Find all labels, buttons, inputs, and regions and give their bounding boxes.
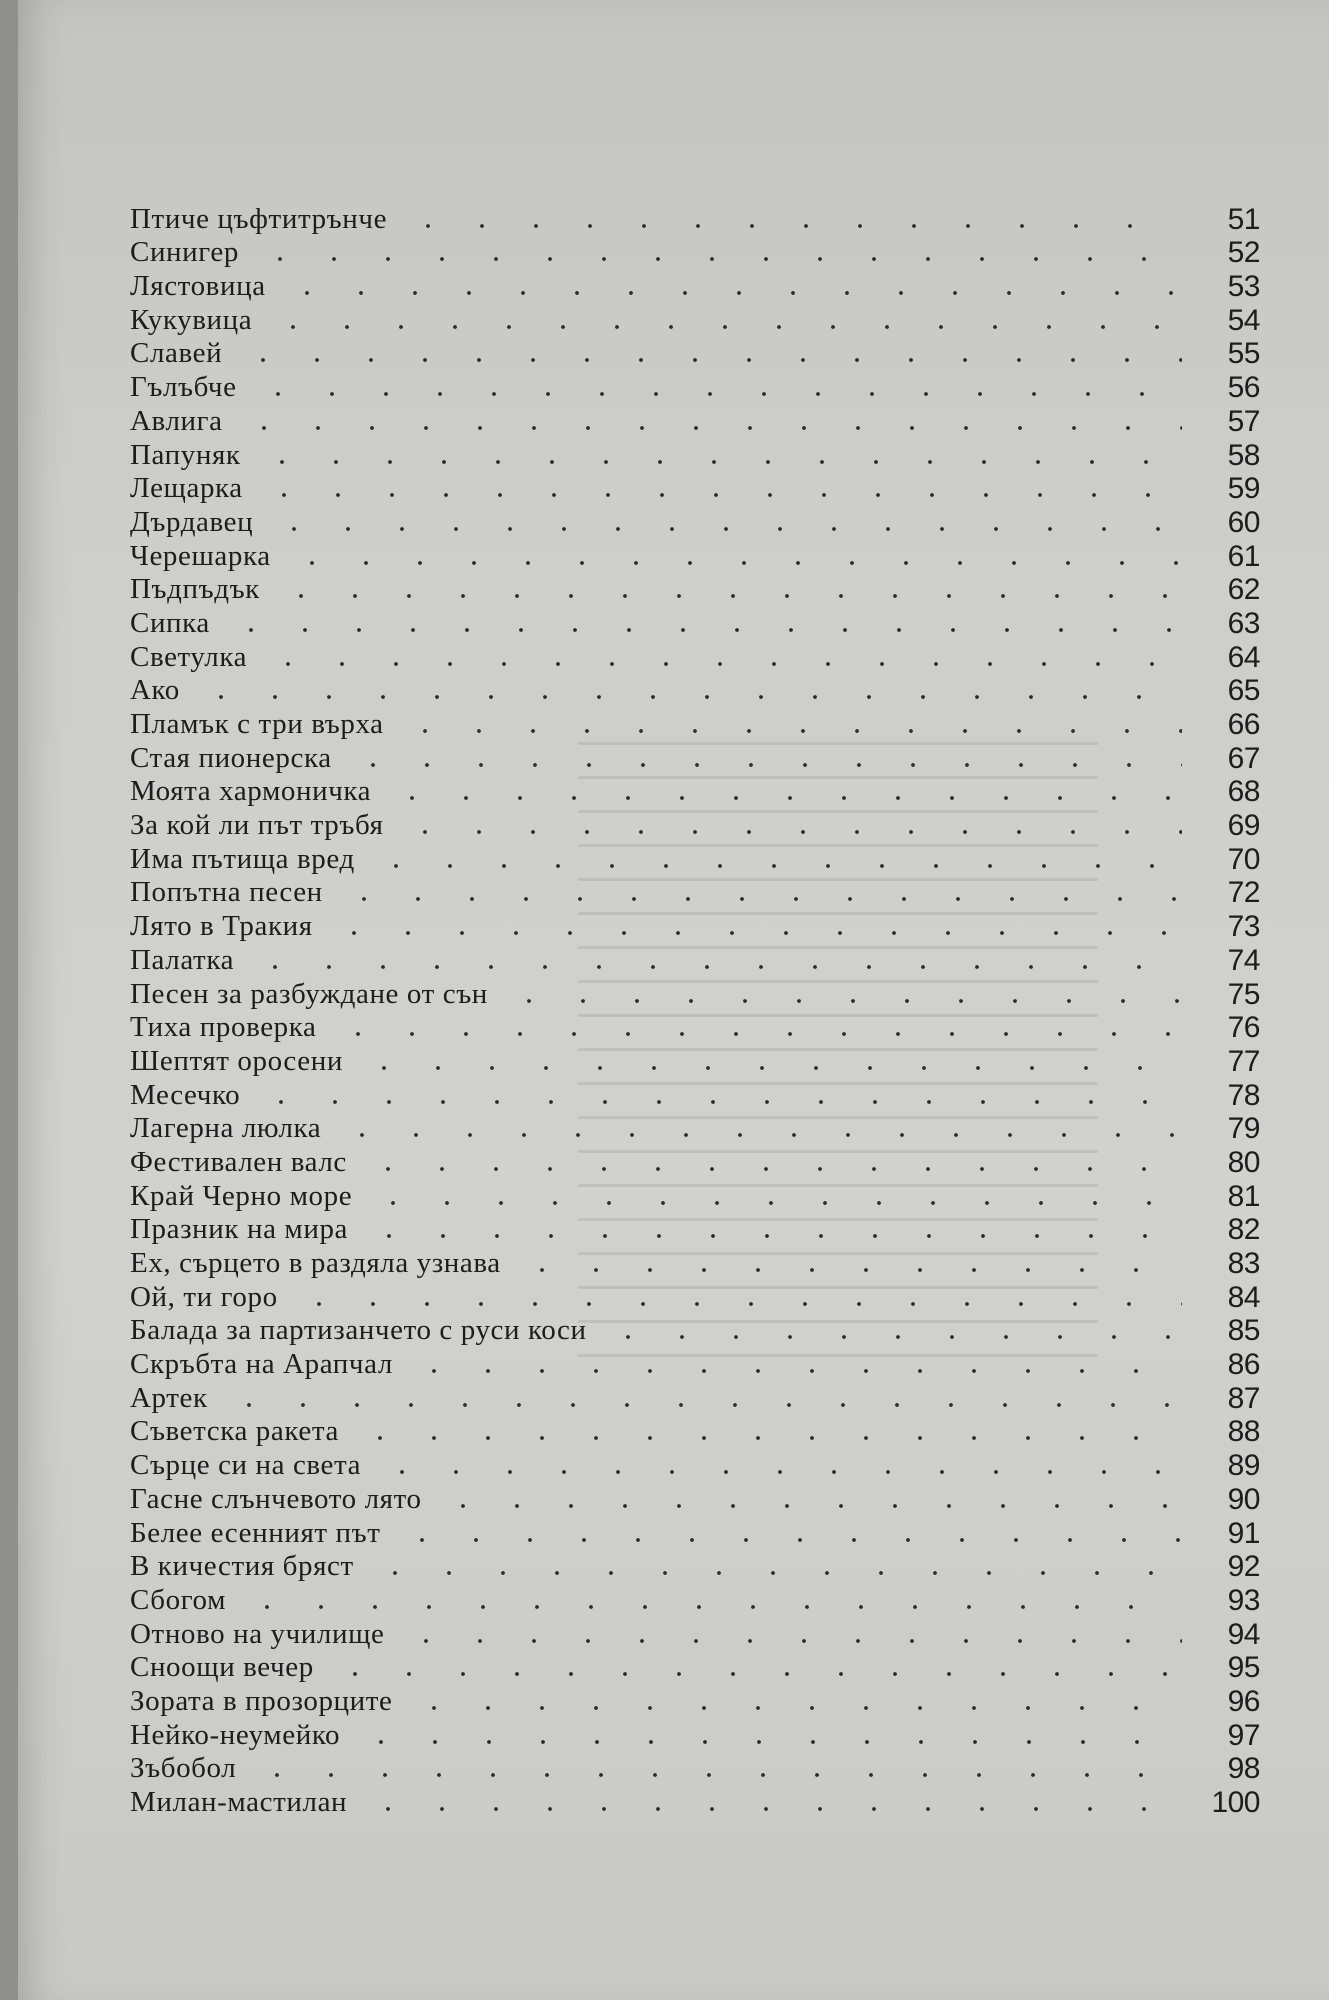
dot-leader [502, 978, 1182, 1011]
dot-leader [222, 1382, 1182, 1415]
toc-entry-page-number: 82 [1227, 1213, 1260, 1247]
dot-leader [327, 910, 1182, 943]
toc-entry-title: Сипка [130, 606, 210, 639]
toc-entry [130, 876, 1260, 910]
dot-leader [398, 809, 1182, 842]
dot-leader [357, 1045, 1182, 1078]
toc-entry-title: Кукувица [130, 303, 253, 336]
toc-entry-page-number: 80 [1227, 1145, 1260, 1179]
toc-entry-page-number: 57 [1227, 404, 1260, 438]
dot-leader [337, 876, 1182, 909]
toc-entry-page-number: 81 [1227, 1179, 1260, 1213]
toc-entry [130, 606, 1260, 640]
toc-entry-page-number: 85 [1227, 1314, 1260, 1348]
toc-entry [130, 741, 1260, 775]
dot-leader [236, 337, 1182, 370]
toc-entry [130, 236, 1260, 270]
toc-entry [130, 1718, 1260, 1752]
toc-entry-page-number: 58 [1227, 438, 1260, 472]
toc-entry-title: Лагерна люлка [130, 1112, 322, 1145]
toc-entry-title: Лято в Тракия [130, 910, 313, 943]
toc-entry [130, 943, 1260, 977]
toc-entry [130, 808, 1260, 842]
toc-entry-title: Птиче цъфтитрънче [130, 202, 388, 235]
toc-entry-page-number: 64 [1227, 640, 1260, 674]
dot-leader [361, 1146, 1182, 1179]
toc-entry-page-number: 52 [1227, 236, 1260, 270]
toc-entry-title: Песен за разбуждане от сън [130, 977, 488, 1010]
dot-leader [368, 1550, 1182, 1583]
dot-leader [353, 1415, 1182, 1448]
toc-entry-page-number: 96 [1227, 1684, 1260, 1718]
toc-entry [130, 1246, 1260, 1280]
toc-entry [130, 1516, 1260, 1550]
toc-entry-title: Сърце си на света [130, 1449, 362, 1482]
dot-leader [194, 674, 1182, 707]
toc-entry-page-number: 70 [1227, 842, 1260, 876]
toc-entry [130, 1078, 1260, 1112]
toc-entry-page-number: 68 [1227, 775, 1260, 809]
toc-entry-page-number: 53 [1227, 270, 1260, 304]
toc-entry-title: Синигер [130, 236, 239, 269]
toc-entry [130, 1280, 1260, 1314]
toc-entry-page-number: 98 [1227, 1752, 1260, 1786]
toc-entry-page-number: 90 [1227, 1482, 1260, 1516]
dot-leader [285, 540, 1182, 573]
toc-entry-page-number: 60 [1227, 505, 1260, 539]
dot-leader [248, 944, 1182, 977]
toc-entry [130, 1347, 1260, 1381]
dot-leader [255, 439, 1182, 472]
toc-entry [130, 303, 1260, 337]
dot-leader [266, 304, 1182, 337]
toc-entry [130, 472, 1260, 506]
toc-entry [130, 1785, 1260, 1819]
toc-entry [130, 1448, 1260, 1482]
dot-leader [251, 371, 1182, 404]
toc-entry-page-number: 100 [1211, 1786, 1260, 1819]
toc-entry [130, 404, 1260, 438]
toc-entry-page-number: 75 [1227, 977, 1260, 1011]
toc-entry-title: В кичестия бряст [130, 1550, 354, 1583]
dot-leader [267, 506, 1182, 539]
dot-leader [280, 270, 1182, 303]
toc-entry-title: За кой ли път тръбя [130, 809, 384, 842]
dot-leader [250, 1752, 1182, 1785]
toc-entry-title: Има пътища вред [130, 842, 355, 875]
dot-leader [240, 1584, 1182, 1617]
toc-entry [130, 640, 1260, 674]
dot-leader [395, 1517, 1183, 1550]
toc-entry-title: Месечко [130, 1078, 241, 1111]
toc-entry-title: Зората в прозорците [130, 1684, 393, 1717]
dot-leader [237, 405, 1182, 438]
toc-entry-page-number: 74 [1227, 943, 1260, 977]
dot-leader [335, 1112, 1182, 1145]
toc-entry-page-number: 63 [1227, 606, 1260, 640]
toc-entry-title: Зъбобол [130, 1752, 237, 1785]
toc-entry [130, 707, 1260, 741]
toc-entry [130, 1314, 1260, 1348]
toc-entry-title: Отново на училище [130, 1617, 385, 1650]
toc-entry-page-number: 65 [1227, 674, 1260, 708]
toc-entry [130, 1583, 1260, 1617]
toc-entry-page-number: 93 [1227, 1583, 1260, 1617]
toc-entry-page-number: 55 [1227, 337, 1260, 371]
toc-entry [130, 1044, 1260, 1078]
toc-entry-page-number: 94 [1227, 1617, 1260, 1651]
toc-entry [130, 1550, 1260, 1584]
toc-entry-title: Светулка [130, 640, 248, 673]
toc-entry-title: Пламък с три върха [130, 708, 384, 740]
toc-entry [130, 842, 1260, 876]
toc-entry [130, 505, 1260, 539]
toc-entry-page-number: 92 [1227, 1550, 1260, 1584]
dot-leader [362, 1213, 1182, 1246]
toc-entry-page-number: 54 [1227, 303, 1260, 337]
dot-leader [253, 236, 1182, 269]
toc-entry [130, 1415, 1260, 1449]
toc-entry [130, 1752, 1260, 1786]
toc-entry [130, 1651, 1260, 1685]
toc-entry-title: Гълъбче [130, 371, 237, 404]
book-page [18, 0, 1329, 2000]
toc-entry-page-number: 69 [1227, 809, 1260, 843]
toc-entry [130, 1179, 1260, 1213]
toc-entry-page-number: 72 [1227, 876, 1260, 910]
toc-entry-title: Балада за партизанчето с руси коси [130, 1314, 587, 1347]
dot-leader [331, 1011, 1183, 1044]
toc-entry-page-number: 86 [1227, 1348, 1260, 1382]
toc-entry-title: Ой, ти горо [130, 1280, 278, 1313]
toc-entry-page-number: 88 [1227, 1415, 1260, 1449]
toc-entry-page-number: 78 [1227, 1078, 1260, 1112]
toc-entry-title: Черешарка [130, 539, 271, 572]
toc-entry [130, 337, 1260, 371]
toc-entry [130, 1011, 1260, 1045]
toc-entry-title: Авлига [130, 404, 223, 437]
toc-entry-title: Попътна песен [130, 876, 323, 909]
toc-entry-title: Тиха проверка [130, 1011, 317, 1044]
toc-entry [130, 674, 1260, 708]
dot-leader [385, 775, 1182, 808]
toc-entry-title: Артек [130, 1381, 208, 1414]
toc-entry-page-number: 76 [1227, 1011, 1260, 1045]
toc-entry [130, 977, 1260, 1011]
toc-entry-title: Дърдавец [130, 505, 254, 538]
toc-entry [130, 269, 1260, 303]
table-of-contents [130, 202, 1260, 1819]
toc-entry-title: Сбогом [130, 1583, 227, 1616]
dot-leader [292, 1281, 1182, 1314]
toc-entry [130, 370, 1260, 404]
dot-leader [366, 1180, 1182, 1213]
toc-entry-title: Край Черно море [130, 1179, 353, 1212]
toc-entry [130, 573, 1260, 607]
toc-entry-title: Милан-мастилан [130, 1786, 348, 1818]
toc-entry-page-number: 66 [1227, 708, 1260, 741]
toc-entry [130, 1684, 1260, 1718]
dot-leader [515, 1247, 1182, 1280]
toc-entry-title: Гасне слънчевото лято [130, 1482, 422, 1515]
dot-leader [436, 1483, 1182, 1516]
toc-entry-title: Папуняк [130, 438, 241, 471]
toc-entry [130, 1145, 1260, 1179]
dot-leader [254, 1079, 1182, 1112]
toc-entry-title: Празник на мира [130, 1213, 349, 1246]
toc-entry [130, 1381, 1260, 1415]
dot-leader [354, 1719, 1182, 1752]
toc-entry [130, 909, 1260, 943]
dot-leader [328, 1651, 1182, 1684]
toc-entry-title: Пъдпъдък [130, 573, 260, 606]
toc-entry-page-number: 67 [1227, 741, 1260, 775]
toc-entry-title: Нейко-неумейко [130, 1718, 341, 1751]
toc-entry-title: Ех, сърцето в раздяла узнава [130, 1247, 501, 1279]
toc-entry-page-number: 56 [1227, 371, 1260, 405]
toc-entry-title: Стая пионерска [130, 741, 332, 774]
toc-entry-page-number: 83 [1227, 1247, 1260, 1280]
dot-leader [601, 1314, 1182, 1347]
toc-entry-title: Лещарка [130, 472, 243, 505]
toc-entry-page-number: 95 [1227, 1651, 1260, 1685]
dot-leader [361, 1786, 1182, 1819]
toc-entry-title: Скръбта на Арапчал [130, 1348, 393, 1381]
toc-entry-page-number: 79 [1227, 1112, 1260, 1146]
toc-entry [130, 202, 1260, 236]
toc-entry [130, 1112, 1260, 1146]
dot-leader [346, 742, 1182, 775]
dot-leader [398, 708, 1182, 741]
toc-entry [130, 1213, 1260, 1247]
dot-leader [375, 1449, 1182, 1482]
toc-entry-title: Сноощи вечер [130, 1651, 314, 1684]
toc-entry-title: Палатка [130, 943, 235, 976]
toc-entry-page-number: 84 [1227, 1280, 1260, 1314]
toc-entry-title: Ако [130, 674, 180, 707]
dot-leader [369, 843, 1182, 876]
toc-entry-title: Белее есенният път [130, 1516, 381, 1549]
toc-entry-page-number: 62 [1227, 573, 1260, 607]
toc-entry-title: Лястовица [130, 270, 266, 303]
toc-entry [130, 438, 1260, 472]
dot-leader [261, 641, 1182, 674]
dot-leader [257, 472, 1182, 505]
toc-entry-title: Шептят оросени [130, 1044, 343, 1077]
toc-entry-page-number: 77 [1227, 1044, 1260, 1078]
dot-leader [274, 573, 1182, 606]
dot-leader [407, 1348, 1182, 1381]
toc-entry-title: Съветска ракета [130, 1415, 339, 1448]
toc-entry-title: Славей [130, 337, 223, 370]
toc-entry-page-number: 89 [1227, 1449, 1260, 1483]
dot-leader [399, 1618, 1182, 1651]
dot-leader [407, 1685, 1182, 1718]
toc-entry-page-number: 61 [1227, 539, 1260, 573]
toc-entry [130, 775, 1260, 809]
toc-entry-page-number: 73 [1227, 910, 1260, 944]
dot-leader [401, 203, 1182, 236]
toc-entry [130, 539, 1260, 573]
toc-entry-title: Моята хармоничка [130, 775, 372, 808]
toc-entry-page-number: 91 [1227, 1516, 1260, 1550]
toc-entry [130, 1617, 1260, 1651]
toc-entry-page-number: 87 [1227, 1381, 1260, 1415]
toc-entry-page-number: 97 [1227, 1718, 1260, 1752]
toc-entry [130, 1482, 1260, 1516]
toc-entry-page-number: 51 [1227, 202, 1260, 236]
toc-entry-page-number: 59 [1227, 472, 1260, 506]
dot-leader [224, 607, 1182, 640]
toc-entry-title: Фестивален валс [130, 1145, 347, 1178]
